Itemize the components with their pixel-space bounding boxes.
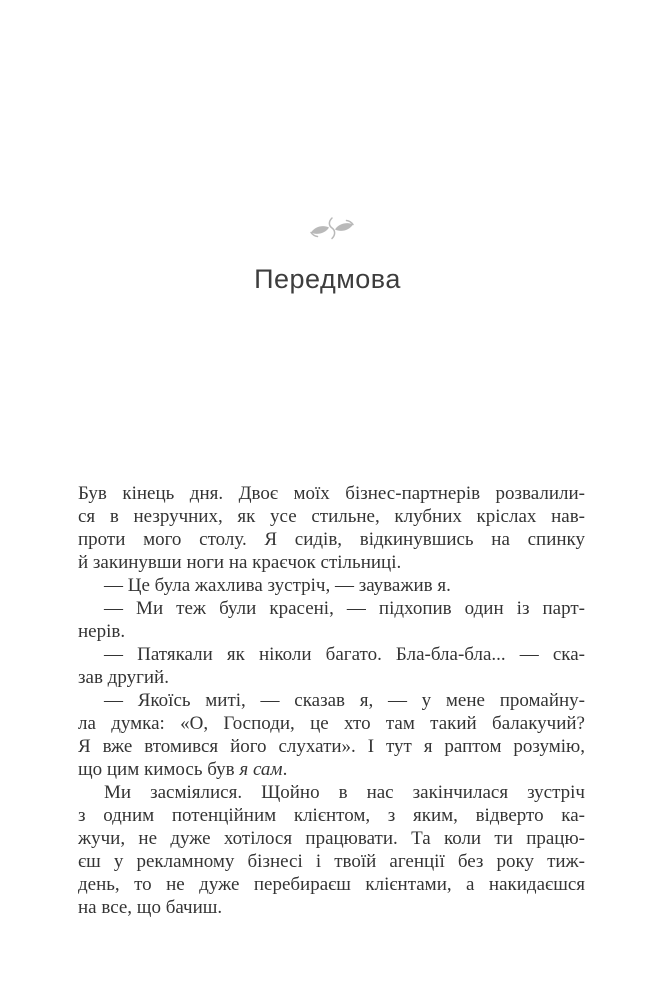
body-line: єш у рекламному бізнесі і твоїй агенції без року тиж- bbox=[78, 851, 585, 872]
body-line: Був кінець дня. Двоє моїх бізнес-партнерів розвалили- bbox=[78, 483, 585, 504]
text-block bbox=[78, 482, 585, 919]
body-line: нерів. bbox=[78, 621, 126, 642]
body-line: — Ми теж були красені, — підхопив один із парт- bbox=[104, 598, 585, 619]
fleuron-ornament-icon bbox=[309, 216, 355, 240]
body-line: на все, що бачиш. bbox=[78, 897, 223, 918]
plain-text: що цим кимось був bbox=[78, 759, 240, 780]
body-line: ся в незручних, як усе стильне, клубних кріслах нав- bbox=[78, 506, 585, 527]
body-line: зав другий. bbox=[78, 667, 169, 688]
italic-text: я сам bbox=[239, 759, 283, 780]
chapter-title: Передмова bbox=[254, 264, 401, 294]
body-line: — Патякали як ніколи багато. Бла-бла-бла... — ска- bbox=[104, 644, 585, 665]
body-line bbox=[78, 758, 585, 781]
body-line: з одним потенційним клієнтом, з яким, відверто ка- bbox=[78, 805, 585, 826]
plain-text: . bbox=[282, 759, 288, 780]
body-line: проти мого столу. Я сидів, відкинувшись на спинку bbox=[78, 529, 585, 550]
body-line: ла думка: «О, Господи, це хто там такий балакучий? bbox=[78, 713, 585, 734]
body-line: Ми засміялися. Щойно в нас закінчилася зустріч bbox=[104, 782, 585, 803]
body-line: — Якоїсь миті, — сказав я, — у мене промайну- bbox=[104, 690, 585, 711]
body-line: жучи, не дуже хотілося працювати. Та коли ти працю- bbox=[78, 828, 585, 849]
body-line: — Це була жахлива зустріч, — зауважив я. bbox=[104, 575, 451, 596]
body-line: Я вже втомився його слухати». І тут я раптом розумію, bbox=[78, 736, 585, 757]
body-line: й закинувши ноги на краєчок стільниці. bbox=[78, 552, 402, 573]
body-line: день, то не дуже перебираєш клієнтами, а накидаєшся bbox=[78, 874, 585, 895]
